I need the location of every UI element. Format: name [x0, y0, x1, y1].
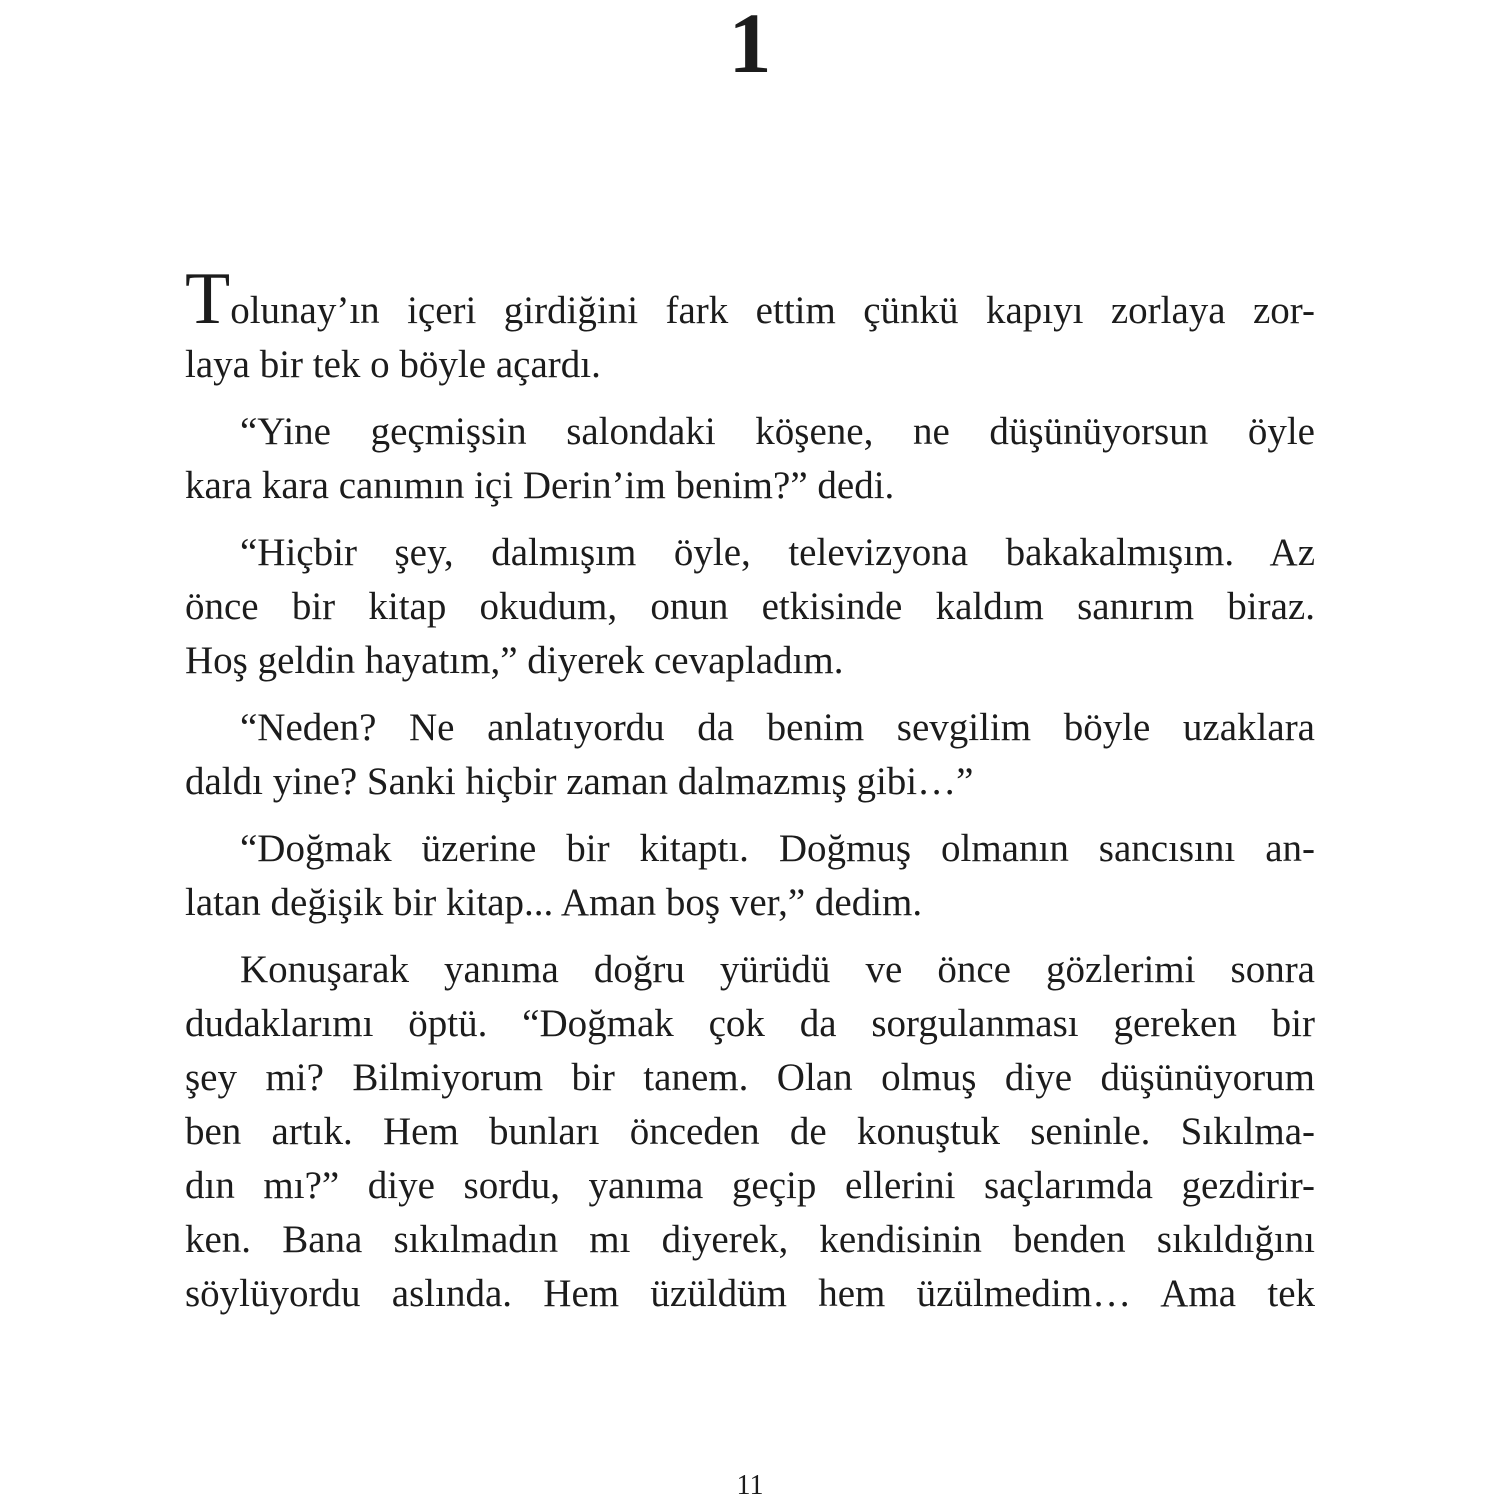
paragraph-5 — [185, 822, 1315, 930]
chapter-text — [185, 258, 1315, 1334]
text-line: dın mı?” diye sordu, yanıma geçip ellerini saçlarımda gezdirir- — [185, 1164, 1315, 1207]
paragraph-2 — [185, 405, 1315, 513]
paragraph-4 — [185, 701, 1315, 809]
text-line: Tolunay’ın içeri girdiğini fark ettim çünkü kapıyı zorlaya zor- — [185, 258, 1315, 340]
text-line: latan değişik bir kitap... Aman boş ver,” dedim. — [185, 881, 923, 924]
text-line: Hoş geldin hayatım,” diyerek cevapladım. — [185, 639, 844, 682]
text-line: ken. Bana sıkılmadın mı diyerek, kendisinin benden sıkıldığını — [185, 1218, 1315, 1261]
text-line: ben artık. Hem bunları önceden de konuştuk seninle. Sıkılma- — [185, 1110, 1315, 1153]
drop-cap: T — [185, 258, 231, 340]
text-line: daldı yine? Sanki hiçbir zaman dalmazmış gibi…” — [185, 760, 974, 803]
text-line: söylüyordu aslında. Hem üzüldüm hem üzülmedim… Ama tek — [185, 1272, 1315, 1315]
text-line: “Neden? Ne anlatıyordu da benim sevgilim böyle uzaklara — [240, 706, 1315, 749]
text-line: dudaklarımı öptü. “Doğmak çok da sorgulanması gereken bir — [185, 1002, 1315, 1045]
text-line: şey mi? Bilmiyorum bir tanem. Olan olmuş diye düşünüyorum — [185, 1056, 1315, 1099]
text-line: kara kara canımın içi Derin’im benim?” dedi. — [185, 464, 895, 507]
paragraph-1 — [185, 258, 1315, 392]
text-line: “Hiçbir şey, dalmışım öyle, televizyona bakakalmışım. Az — [240, 531, 1315, 574]
text-line: Konuşarak yanıma doğru yürüdü ve önce gözlerimi sonra — [240, 948, 1315, 991]
paragraph-6 — [185, 943, 1315, 1321]
text-line: önce bir kitap okudum, onun etkisinde kaldım sanırım biraz. — [185, 585, 1315, 628]
page-number: 11 — [736, 1470, 764, 1501]
text-line: laya bir tek o böyle açardı. — [185, 343, 601, 386]
chapter-number: 1 — [728, 0, 772, 91]
text-line: “Yine geçmişsin salondaki köşene, ne düşünüyorsun öyle — [240, 410, 1315, 453]
text-line: “Doğmak üzerine bir kitaptı. Doğmuş olmanın sancısını an- — [240, 827, 1315, 870]
paragraph-3 — [185, 526, 1315, 688]
